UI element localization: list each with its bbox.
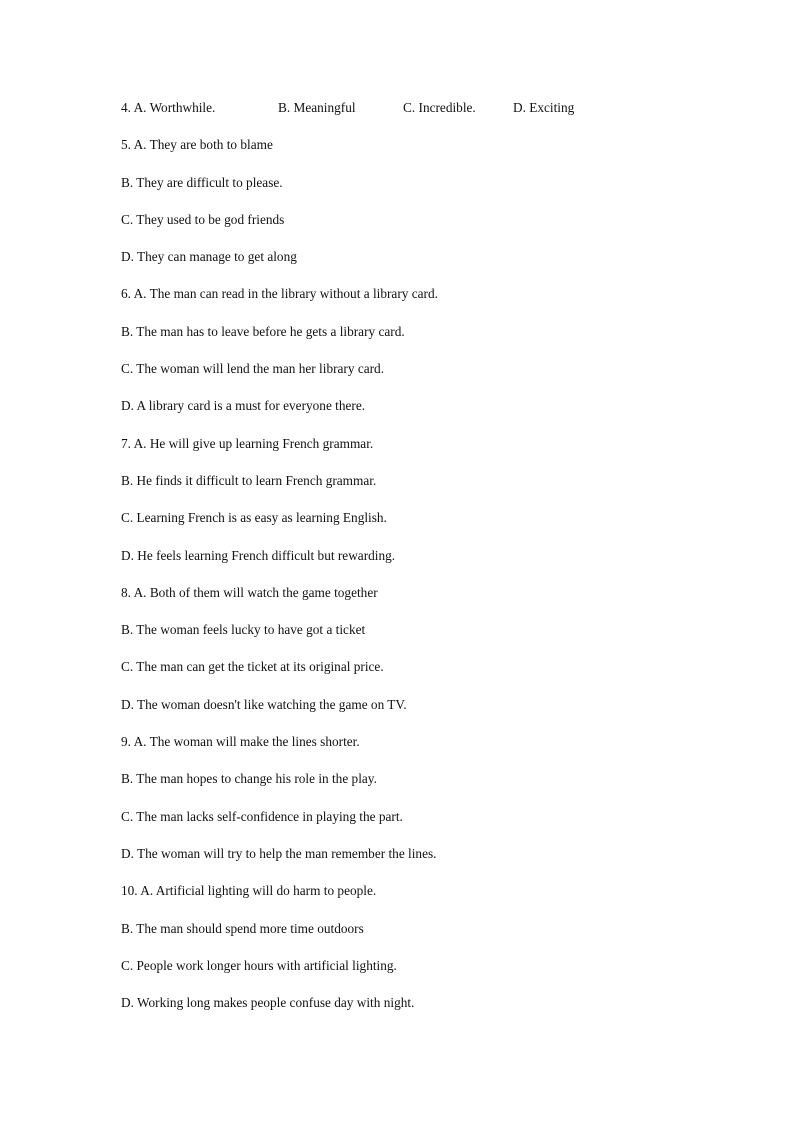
q7-option-c: C. Learning French is as easy as learning English. (121, 510, 387, 526)
q4-option-c: C. Incredible. (403, 100, 476, 115)
q4-option-d: D. Exciting (513, 100, 575, 115)
q8-option-b: B. The woman feels lucky to have got a ticket (121, 622, 366, 638)
question-4-options (121, 99, 721, 136)
q6-option-d: D. A library card is a must for everyone there. (121, 398, 366, 414)
q5-option-a: 5. A. They are both to blame (121, 137, 273, 153)
q7-option-b: B. He finds it difficult to learn French grammar. (121, 472, 377, 488)
q5-option-b: B. They are difficult to please. (121, 174, 283, 190)
q10-option-b: B. The man should spend more time outdoors (121, 920, 364, 936)
q4-option-a: 4. A. Worthwhile. (121, 100, 216, 115)
q5-option-d: D. They can manage to get along (121, 249, 297, 265)
q8-option-a: 8. A. Both of them will watch the game together (121, 584, 378, 600)
q6-option-a: 6. A. The man can read in the library without a library card. (121, 286, 438, 302)
question-list (121, 99, 721, 1031)
q7-option-d: D. He feels learning French difficult but rewarding. (121, 547, 396, 563)
q4-option-b: B. Meaningful (278, 100, 356, 115)
q9-option-b: B. The man hopes to change his role in the play. (121, 771, 377, 787)
q5-option-c: C. They used to be god friends (121, 211, 285, 227)
q6-option-c: C. The woman will lend the man her library card. (121, 361, 385, 377)
q8-option-d: D. The woman doesn't like watching the game on TV. (121, 696, 407, 712)
q10-option-a: 10. A. Artificial lighting will do harm to people. (121, 883, 377, 899)
q9-option-d: D. The woman will try to help the man remember the lines. (121, 845, 437, 861)
q8-option-c: C. The man can get the ticket at its original price. (121, 659, 384, 675)
q9-option-a: 9. A. The woman will make the lines shorter. (121, 734, 360, 750)
q10-option-c: C. People work longer hours with artificial lighting. (121, 957, 397, 973)
q9-option-c: C. The man lacks self-confidence in playing the part. (121, 808, 403, 824)
q10-option-d: D. Working long makes people confuse day with night. (121, 995, 415, 1011)
q6-option-b: B. The man has to leave before he gets a library card. (121, 323, 405, 339)
q7-option-a: 7. A. He will give up learning French grammar. (121, 435, 374, 451)
